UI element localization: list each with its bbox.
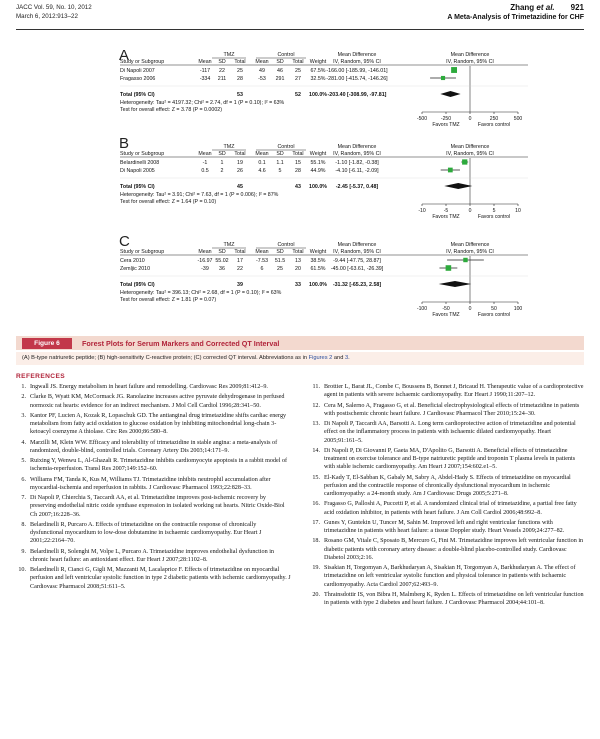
reference-item xyxy=(310,420,585,445)
favours-tmz-label: Favors TMZ xyxy=(432,122,460,128)
x-tick-label: -250 xyxy=(440,116,452,122)
reference-number: 20. xyxy=(312,591,320,598)
reference-text: Fragasso G, Palloshi A, Puccetti P, et al. A randomized clinical trial of trimetazidine, a partial free fatty acid oxidation inhibitor, in patients with heart failure. J Am Coll Cardiol 2006;48:992–8. xyxy=(324,501,577,516)
study-ci: -45.00 [-63.61, -26.39] xyxy=(330,266,384,272)
mean-difference-header-plot: Mean Difference xyxy=(450,242,490,248)
article-info xyxy=(447,4,584,22)
study-ctl-n: 13 xyxy=(295,258,301,264)
control-group-header: Control xyxy=(277,52,295,58)
reference-text: Thrainsdottir IS, von Bibra H, Malmberg K, Ryden L. Effects of trimetazidine on left ventricular function in patients with type 2 diabetes and heart failure. J Cardiovasc Pharmacol 2004;44:101–8. xyxy=(324,591,584,606)
total-control-n: 33 xyxy=(295,282,301,288)
reference-item xyxy=(16,566,291,591)
study-tmz-mean: 0.5 xyxy=(201,168,209,174)
forest-plot-b xyxy=(16,135,584,231)
study-ci: -166.00 [-185.99, -146.01] xyxy=(326,68,388,74)
header-et-al: et al. xyxy=(534,3,555,12)
reference-number: 3. xyxy=(21,412,26,419)
column-header: Total xyxy=(234,249,246,255)
column-header: IV, Random, 95% CI xyxy=(333,249,381,255)
reference-item xyxy=(16,383,291,391)
reference-text: Cera M, Salerno A, Fragasso G, et al. Beneficial electrophysiological effects of trimetazidine in patients with postischemic chronic heart failure. J Cardiovasc Pharmacol Ther 2010;15:24–30. xyxy=(324,402,580,417)
reference-number: 4. xyxy=(21,439,26,446)
x-tick-label: -100 xyxy=(416,306,428,312)
study-weight: 32.5% xyxy=(310,76,326,82)
study-weight: 61.5% xyxy=(310,266,326,272)
x-tick-label: 500 xyxy=(513,116,523,122)
header-rule xyxy=(16,29,584,30)
x-tick-label: -5 xyxy=(443,208,449,214)
reference-item xyxy=(310,474,585,499)
reference-item xyxy=(16,439,291,456)
total-ci: -2.45 [-5.37, 0.48] xyxy=(335,184,379,190)
panel-letter: B xyxy=(119,135,130,152)
reference-item xyxy=(16,393,291,410)
mean-difference-header: Mean Difference xyxy=(337,52,377,58)
study-ctl-mean: -53 xyxy=(258,76,266,82)
reference-item xyxy=(310,402,585,419)
study-tmz-mean: -39 xyxy=(201,266,209,272)
figure-caption-bar xyxy=(16,336,584,350)
control-group-header: Control xyxy=(277,242,295,248)
study-name: Belardinelli 2008 xyxy=(120,160,160,166)
reference-text: Belardinelli R, Cianci G, Gigli M, Mazzanti M, Lacalaprice F. Effects of trimetazidine on myocardial perfusion and left ventricular systolic function in type 2 diabetic patients with ischemic cardiomyopathy. J Cardiovasc Pharmacol 2008;51:611–5. xyxy=(30,567,291,590)
column-header: Mean xyxy=(198,151,212,157)
reference-text: Di Napoli P, Chierchia S, Taccardi AA, et al. Trimetazidine improves post-ischemic recovery by preserving endothelial nitric oxide synthase expression in isolated working rat hearts. Nitric Oxide-Biol Ch 2007;16:228–36. xyxy=(30,495,285,518)
page-number: 921 xyxy=(570,3,584,12)
total-weight: 100.0% xyxy=(309,184,327,190)
column-header: Total xyxy=(292,249,304,255)
legend-text: (A) B-type natriuretic peptide; (B) high-sensitivity C-reactive protein; (C) corrected QT interval. Abbreviations as in xyxy=(22,355,309,361)
reference-number: 8. xyxy=(21,521,26,528)
column-header: Study or Subgroup xyxy=(120,59,165,65)
study-name: Di Napoli 2007 xyxy=(120,68,155,74)
column-header: SD xyxy=(218,151,226,157)
tmz-group-header: TMZ xyxy=(223,242,235,248)
favours-tmz-label: Favors TMZ xyxy=(432,214,460,220)
reference-item xyxy=(310,519,585,536)
total-ci: -31.32 [-65.23, 2.58] xyxy=(332,282,382,288)
reference-item xyxy=(16,494,291,519)
total-control-n: 43 xyxy=(295,184,301,190)
reference-number: 17. xyxy=(312,519,320,526)
total-label: Total (95% CI) xyxy=(120,282,155,288)
study-name: Cera 2010 xyxy=(120,258,145,264)
study-ctl-mean: 6 xyxy=(260,266,264,272)
heterogeneity-stat: Heterogeneity: Tau² = 3.91; Chi² = 7.63, df = 1 (P = 0.006); I² = 87% xyxy=(120,192,279,198)
study-ctl-n: 28 xyxy=(295,168,301,174)
study-tmz-sd: 211 xyxy=(217,76,227,82)
reference-number: 13. xyxy=(312,421,320,427)
reference-text: Belardinelli R, Solenghi M, Volpe L, Purcaro A. Trimetazidine improves endothelial dysfunction in chronic heart failure: an antioxidant effect. Eur Heart J 2007;28:1102–8. xyxy=(30,548,275,563)
column-header: Total xyxy=(234,151,246,157)
x-tick-label: 50 xyxy=(491,306,497,312)
control-group-header: Control xyxy=(277,144,295,150)
plot-subheader: IV, Random, 95% CI xyxy=(446,249,494,255)
overall-effect-stat: Test for overall effect: Z = 1.81 (P = 0.07) xyxy=(120,297,217,303)
reference-number: 6. xyxy=(21,476,26,483)
plot-subheader: IV, Random, 95% CI xyxy=(446,59,494,65)
reference-text: Gunes Y, Guntekin U, Tuncer M, Sahin M. Improved left and right ventricular functions with trimetazidine in patients with heart failure: a tissue Doppler study. Heart Vessels 2009;24:277–82. xyxy=(324,519,565,534)
x-tick-label: 100 xyxy=(513,306,523,312)
column-header: Weight xyxy=(309,59,327,65)
reference-number: 16. xyxy=(312,501,320,508)
column-header: Total xyxy=(234,59,246,65)
study-ci: -4.10 [-6.11, -2.09] xyxy=(335,168,379,174)
x-tick-label: 0 xyxy=(468,306,472,312)
column-header: SD xyxy=(218,249,226,255)
forest-panel-a xyxy=(16,43,584,133)
figure-3-link[interactable]: 3 xyxy=(344,355,349,361)
total-ci: -203.40 [-308.99, -97.81] xyxy=(327,92,387,98)
reference-item xyxy=(16,476,291,493)
favours-control-label: Favors control xyxy=(477,312,511,318)
x-tick-label: 250 xyxy=(489,116,499,122)
reference-number: 9. xyxy=(21,548,26,555)
reference-number: 19. xyxy=(312,565,320,571)
reference-text: Sisakian H, Torgomyan A, Barkhudaryan A, Sisakian H, Torgomyan A, Barkhudaryan A. The effect of trimetazidine on left ventricular systolic function and physical tolerance in patients with ischaemic cardiomyopathy. Acta Cardiol 2007;62:493–9. xyxy=(324,565,576,588)
x-tick-label: -500 xyxy=(416,116,428,122)
x-tick-label: 0 xyxy=(468,208,472,214)
total-label: Total (95% CI) xyxy=(120,92,155,98)
heterogeneity-stat: Heterogeneity: Tau² = 396.13; Chi² = 2.68, df = 1 (P = 0.10); I² = 63% xyxy=(120,290,282,296)
references-left-column xyxy=(16,383,291,593)
study-weight-square xyxy=(451,67,457,73)
reference-text: Clarke B, Wyatt KM, McCormack JG. Ranolazine increases active pyruvate dehydrogenase in perfused normoxic rat hearts: evidence for an indirect mechanism. J Mol Cell Cardiol 1996;28:341–50. xyxy=(30,394,285,409)
reference-number: 14. xyxy=(312,447,320,454)
reference-text: Kantor PF, Lucien A, Kozak R, Lopaschuk GD. The antianginal drug trimetazidine shifts cardiac energy metabolism from fatty acid oxidation to glucose oxidation by inhibiting mitochondrial long-chain 3-ketoacyl coenzyme A thiolase. Circ Res 2000;86:580–8. xyxy=(30,412,287,436)
study-weight-square xyxy=(446,265,452,271)
study-tmz-sd: 1 xyxy=(220,160,224,166)
total-tmz-n: 53 xyxy=(237,92,243,98)
reference-number: 2. xyxy=(21,394,26,401)
study-weight-square xyxy=(463,258,467,262)
x-tick-label: 10 xyxy=(515,208,521,214)
study-weight: 67.5% xyxy=(310,68,326,74)
reference-item xyxy=(310,383,585,400)
total-weight: 100.0% xyxy=(309,92,327,98)
column-header: Mean xyxy=(255,249,269,255)
reference-text: El-Kady T, El-Sabban K, Gabaly M, Sabry A, Abdel-Hady S. Effects of trimetazidine on myocardial perfusion and the contractile response of chronically dysfunctional myocardium in ischemic cardiomyopathy: a 24-month study. Am J Cardiovasc Drugs 2005;5:271–8. xyxy=(324,474,571,497)
study-ctl-sd: 51.5 xyxy=(274,258,286,264)
tmz-group-header: TMZ xyxy=(223,144,235,150)
study-ctl-n: 20 xyxy=(295,266,301,272)
references-right-column xyxy=(310,383,585,609)
reference-text: Williams FM, Tanda K, Kus M, Williams TJ. Trimetazidine inhibits neutrophil accumulation after myocardial-ischemia and reperfusion in rabbits. J Cardiovasc Pharmacol 1993;22:828–33. xyxy=(30,476,271,491)
reference-text: Brottier L, Barat JL, Combe C, Boussens B, Bonnet J, Bricaud H. Therapeutic value of a cardioprotective agent in patients with severe ischaemic cardiomyopathy. Eur Heart J 1990;11:207–12. xyxy=(324,384,584,399)
figure-title: Forest Plots for Serum Markers and Corrected QT Interval xyxy=(82,339,280,348)
study-tmz-sd: 22 xyxy=(219,68,225,74)
study-name: Zemljic 2010 xyxy=(120,266,151,272)
study-ctl-mean: -7.53 xyxy=(255,258,269,264)
column-header: Mean xyxy=(255,59,269,65)
reference-item xyxy=(310,537,585,562)
reference-item xyxy=(16,548,291,565)
study-ctl-mean: 4.6 xyxy=(258,168,266,174)
column-header: SD xyxy=(276,59,284,65)
total-tmz-n: 45 xyxy=(237,184,243,190)
reference-number: 7. xyxy=(21,495,26,501)
study-ctl-mean: 49 xyxy=(259,68,265,74)
mean-difference-header-plot: Mean Difference xyxy=(450,52,490,58)
reference-item xyxy=(310,591,585,608)
journal-info xyxy=(16,4,92,21)
study-ctl-n: 25 xyxy=(295,68,301,74)
reference-text: Rosano GM, Vitale C, Sposato B, Mercuro G, Fini M. Trimetazidine improves left ventricular function in diabetic patients with coronary artery disease: a double-blind placebo-controlled study. Cardiovasc Diabetol 2003;2:16. xyxy=(324,538,584,561)
column-header: Mean xyxy=(198,59,212,65)
forest-panel-c xyxy=(16,233,584,331)
study-ctl-sd: 1.1 xyxy=(276,160,284,166)
column-header: SD xyxy=(276,249,284,255)
reference-text: Belardinelli R, Purcaro A. Effects of trimetazidine on the contractile response of chronically dysfunctional myocardium to low-dose dobutamine in ischaemic cardiomyopathy. Eur Heart J 2001;22:2164–70. xyxy=(30,521,262,545)
column-header: IV, Random, 95% CI xyxy=(333,151,381,157)
study-weight-square xyxy=(462,159,467,164)
overall-effect-stat: Test for overall effect: Z = 3.78 (P = 0.0002) xyxy=(120,107,222,113)
column-header: SD xyxy=(218,59,226,65)
study-tmz-n: 26 xyxy=(237,168,243,174)
panel-letter: C xyxy=(119,233,130,250)
reference-text: Ingwall JS. Energy metabolism in heart failure and remodelling. Cardiovasc Res 2009;81:412–9. xyxy=(30,384,268,390)
favours-control-label: Favors control xyxy=(477,122,511,128)
column-header: Study or Subgroup xyxy=(120,151,165,157)
study-weight: 44.9% xyxy=(310,168,326,174)
reference-number: 12. xyxy=(312,402,320,409)
total-label: Total (95% CI) xyxy=(120,184,155,190)
study-ctl-n: 27 xyxy=(295,76,301,82)
plot-subheader: IV, Random, 95% CI xyxy=(446,151,494,157)
reference-item xyxy=(310,500,585,517)
study-weight-square xyxy=(441,76,445,80)
column-header: SD xyxy=(276,151,284,157)
study-tmz-n: 25 xyxy=(237,68,243,74)
figure-number-badge: Figure 6 xyxy=(22,338,72,349)
study-tmz-n: 28 xyxy=(237,76,243,82)
legend-and: and xyxy=(332,355,345,361)
running-header xyxy=(16,4,584,28)
reference-number: 5. xyxy=(21,458,26,464)
study-tmz-mean: -117 xyxy=(199,68,211,74)
study-tmz-n: 19 xyxy=(237,160,243,166)
references-heading: REFERENCES xyxy=(16,373,66,380)
study-tmz-sd: 55.02 xyxy=(215,258,229,264)
mean-difference-header: Mean Difference xyxy=(337,242,377,248)
study-ctl-mean: 0.1 xyxy=(258,160,266,166)
heterogeneity-stat: Heterogeneity: Tau² = 4197.32; Chi² = 2.74, df = 1 (P = 0.10); I² = 63% xyxy=(120,100,285,106)
study-ci: -9.44 [-47.75, 28.87] xyxy=(333,258,381,264)
column-header: Weight xyxy=(309,249,327,255)
pooled-estimate-diamond xyxy=(440,91,460,97)
study-ctl-sd: 25 xyxy=(277,266,283,272)
column-header: Total xyxy=(292,59,304,65)
study-weight: 38.5% xyxy=(310,258,326,264)
column-header: IV, Random, 95% CI xyxy=(333,59,381,65)
study-tmz-n: 22 xyxy=(237,266,243,272)
column-header: Study or Subgroup xyxy=(120,249,165,255)
reference-text: Di Napoli P, Taccardi AA, Barsotti A. Long term cardioprotective action of trimetazidine and potential effect on the inflammatory process in patients with ischaemic dilated cardiomyopathy. Heart 2005;91:161–5. xyxy=(324,421,576,444)
journal-date: March 6, 2012:913–22 xyxy=(16,12,78,20)
overall-effect-stat: Test for overall effect: Z = 1.64 (P = 0.10) xyxy=(120,199,217,205)
study-ctl-sd: 291 xyxy=(275,76,285,82)
figure-legend xyxy=(16,352,584,365)
forest-panel-b xyxy=(16,135,584,231)
figure-2-link[interactable]: Figures 2 xyxy=(308,355,333,361)
total-weight: 100.0% xyxy=(309,282,327,288)
header-authors: Zhang xyxy=(510,3,535,12)
reference-item xyxy=(310,447,585,472)
mean-difference-header-plot: Mean Difference xyxy=(450,144,490,150)
study-ctl-n: 15 xyxy=(295,160,301,166)
x-tick-label: 0 xyxy=(468,116,472,122)
x-tick-label: -50 xyxy=(442,306,450,312)
study-ci: -281.00 [-415.74, -146.26] xyxy=(326,76,388,82)
reference-number: 10. xyxy=(18,567,26,573)
study-tmz-sd: 2 xyxy=(220,168,224,174)
panel-letter: A xyxy=(119,47,130,64)
study-ctl-sd: 46 xyxy=(277,68,283,74)
x-tick-label: 5 xyxy=(492,208,496,214)
study-ci: -1.10 [-1.82, -0.38] xyxy=(335,160,379,166)
total-control-n: 52 xyxy=(295,92,301,98)
study-tmz-mean: -1 xyxy=(202,160,208,166)
reference-item xyxy=(16,412,291,437)
favours-tmz-label: Favors TMZ xyxy=(432,312,460,318)
study-name: Di Napoli 2005 xyxy=(120,168,155,174)
column-header: Weight xyxy=(309,151,327,157)
reference-text: Marzilli M, Klein WW. Efficacy and tolerability of trimetazidine in stable angina: a meta-analysis of randomized, double-blind, controlled trials. Coronary Artery Dis 2003;14:171–9. xyxy=(30,439,278,454)
reference-number: 1. xyxy=(21,384,26,390)
study-tmz-mean: -334 xyxy=(199,76,211,82)
study-ctl-sd: 5 xyxy=(278,168,282,174)
reference-text: Di Napoli P, Di Giovanni P, Gaeta MA, D'Apolito G, Barsotti A. Beneficial effects of trimetazidine treatment on exercise tolerance and B-type natriuretic peptide and troponin T plasma levels in patients with stable ischemic cardiomyopathy. Am Heart J 2007;154:602.e1–5. xyxy=(324,447,576,471)
mean-difference-header: Mean Difference xyxy=(337,144,377,150)
study-weight-square xyxy=(448,168,453,173)
pooled-estimate-diamond xyxy=(444,183,472,189)
reference-number: 15. xyxy=(312,474,320,481)
running-title: A Meta-Analysis of Trimetazidine for CHF xyxy=(447,13,584,21)
tmz-group-header: TMZ xyxy=(223,52,235,58)
figure-6 xyxy=(16,37,584,365)
column-header: Mean xyxy=(255,151,269,157)
pooled-estimate-diamond xyxy=(439,281,472,287)
reference-text: Ruixing Y, Wenwu L, Al-Ghazali R. Trimetazidine inhibits cardiomyocyte apoptosis in a rabbit model of ischemia-reperfusion. Transl Res 2007;149:152–60. xyxy=(30,458,288,473)
study-tmz-mean: -16.97 xyxy=(197,258,213,264)
column-header: Mean xyxy=(198,249,212,255)
reference-number: 11. xyxy=(312,384,320,390)
reference-number: 18. xyxy=(312,538,320,545)
reference-item xyxy=(310,564,585,589)
study-weight: 55.1% xyxy=(310,160,326,166)
journal-volume: JACC Vol. 59, No. 10, 2012 xyxy=(16,4,92,11)
study-tmz-n: 17 xyxy=(237,258,243,264)
column-header: Total xyxy=(292,151,304,157)
forest-plot-a xyxy=(16,43,584,133)
reference-item xyxy=(16,457,291,474)
study-tmz-sd: 36 xyxy=(219,266,225,272)
x-tick-label: -10 xyxy=(418,208,426,214)
study-name: Fragasso 2006 xyxy=(120,76,156,82)
legend-end: . xyxy=(348,355,350,361)
favours-control-label: Favors control xyxy=(477,214,511,220)
reference-item xyxy=(16,521,291,546)
total-tmz-n: 39 xyxy=(237,282,243,288)
forest-plot-c xyxy=(16,233,584,331)
